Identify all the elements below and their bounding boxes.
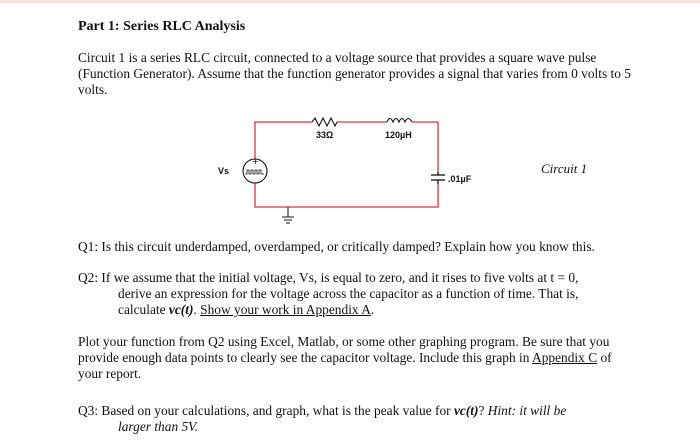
intro-paragraph: Circuit 1 is a series RLC circuit, connected to a voltage source that provides a square wave pulse (Function Generator). Assume that the function generator provides a signal that varies from 0 volts to 5 volts. xyxy=(78,50,631,97)
inductor-label: 120µH xyxy=(385,130,412,140)
wire-right-bottom xyxy=(255,183,438,207)
ground-symbol xyxy=(282,207,294,223)
section-heading: Part 1: Series RLC Analysis xyxy=(78,19,246,34)
question-3 xyxy=(78,403,638,435)
inductor-symbol xyxy=(387,119,412,123)
question-1: Q1: Is this circuit underdamped, overdamped, or critically damped? Explain how you know this. xyxy=(78,239,595,254)
question-2-line-2: derive an expression for the voltage across the capacitor as a function of time. That is, xyxy=(118,286,579,301)
question-2-line-3 xyxy=(78,302,638,318)
capacitor-symbol xyxy=(431,172,445,184)
wire-left-top xyxy=(255,122,312,159)
question-3-hint: Hint: it will be xyxy=(487,403,567,418)
question-3-hint-line-2: larger than 5V. xyxy=(118,419,198,434)
peak-voltage-var: vc(t) xyxy=(453,403,479,418)
question-3-prefix: Q3: Based on your calculations, and graph, what is the peak value for xyxy=(78,403,454,418)
question-2-line-1: Q2: If we assume that the initial voltage, Vs, is equal to zero, and it rises to five volts at t = 0, xyxy=(78,270,579,285)
question-2-prefix: calculate xyxy=(118,302,169,317)
question-2-mid: . xyxy=(193,302,201,317)
circuit-caption: Circuit 1 xyxy=(541,161,588,176)
plot-suffix: of your report. xyxy=(78,350,612,381)
plot-text: Plot your function from Q2 using Excel, Matlab, or some other graphing program. Be sure that you provide enough data points to clearly see the capacitor voltage. Include this graph in xyxy=(78,334,610,365)
appendix-c-link: Appendix C xyxy=(532,350,598,365)
source-plus-sign: + xyxy=(252,157,259,166)
question-2 xyxy=(78,270,638,318)
question-2-suffix: . xyxy=(370,302,375,317)
source-label: Vs xyxy=(218,166,230,176)
resistor-label: 33Ω xyxy=(316,130,334,140)
wire-right-top xyxy=(412,122,438,172)
appendix-a-link: Show your work in Appendix A xyxy=(200,302,371,317)
capacitor-voltage-var: vc(t) xyxy=(168,302,194,317)
question-3-mid: ? xyxy=(478,403,488,418)
resistor-symbol xyxy=(312,118,337,126)
capacitor-label: .01µF xyxy=(448,174,472,184)
plot-instructions xyxy=(78,334,638,382)
